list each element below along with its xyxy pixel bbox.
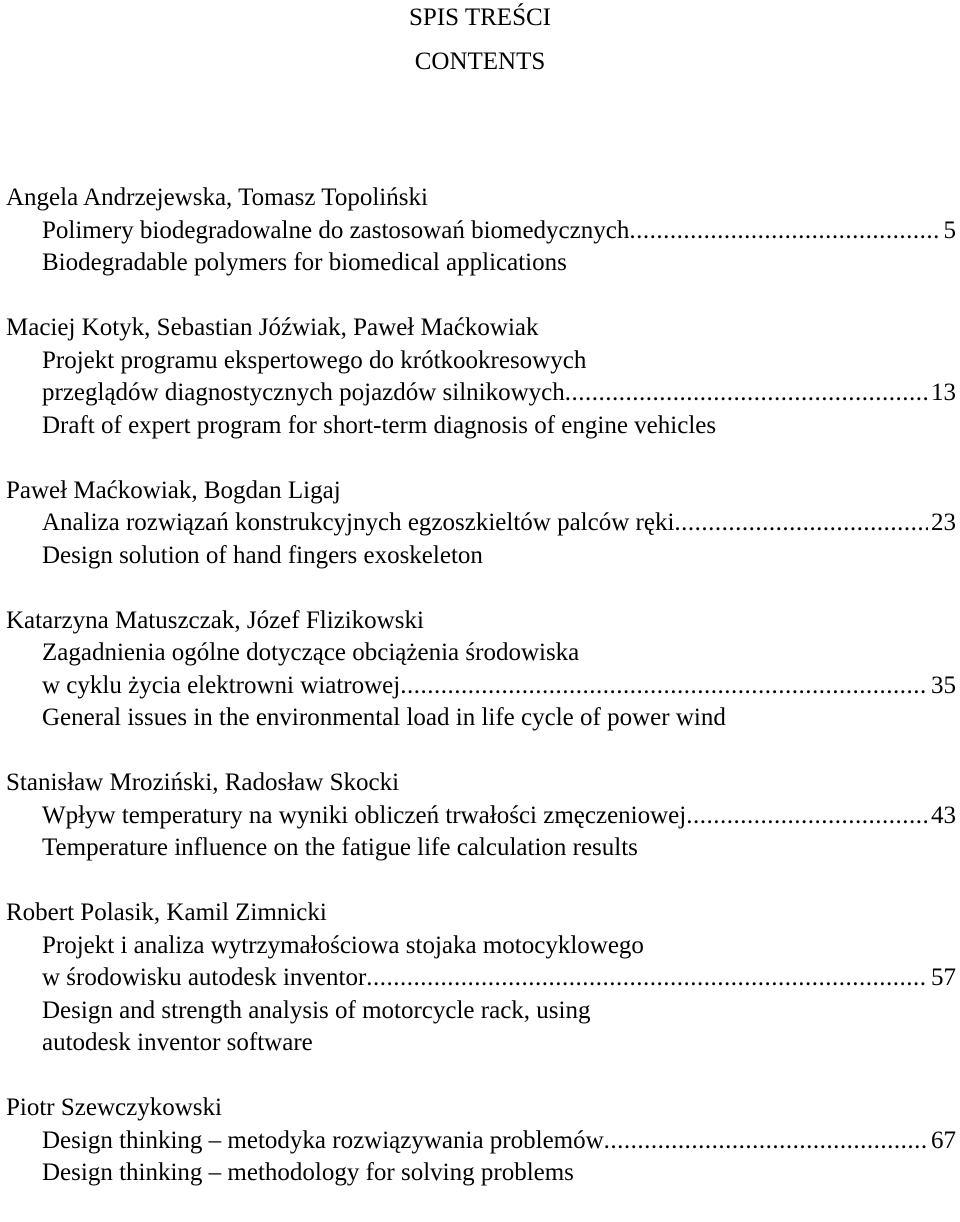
entry-title-row [6, 962, 956, 995]
page-title-polish: SPIS TREŚCI [409, 4, 551, 31]
entry-title-line: Projekt i analiza wytrzymałościowa stojaka motocyklowego [42, 931, 644, 959]
entry-authors: Paweł Maćkowiak, Bogdan Ligaj [6, 476, 341, 504]
headings [0, 1, 960, 89]
entry-authors: Maciej Kotyk, Sebastian Jóźwiak, Paweł Maćkowiak [6, 314, 539, 341]
toc-entry [6, 312, 956, 442]
entry-title-row [6, 507, 956, 540]
toc-entry [6, 475, 956, 573]
entry-english-title-line: Temperature influence on the fatigue life calculation results [42, 834, 638, 861]
toc-entry [6, 605, 956, 735]
page-title-english: CONTENTS [414, 48, 546, 75]
entry-authors: Angela Andrzejewska, Tomasz Topoliński [6, 184, 428, 211]
toc-entry [6, 1092, 956, 1190]
entry-authors: Katarzyna Matuszczak, Józef Flizikowski [6, 606, 424, 634]
entry-title-line: w środowisku autodesk inventor [42, 964, 367, 991]
dot-leader [565, 377, 928, 410]
entry-title-line: Projekt programu ekspertowego do krótkookresowych [42, 346, 587, 374]
entry-page-number: 5 [943, 216, 956, 244]
entry-english-title-line: Design and strength analysis of motorcycle rack, using [42, 996, 591, 1024]
entry-authors: Robert Polasik, Kamil Zimnicki [6, 899, 327, 926]
entry-authors: Piotr Szewczykowski [6, 1094, 222, 1121]
entry-english-title-line: autodesk inventor software [42, 1029, 313, 1056]
entry-english-title-line: General issues in the environmental load in life cycle of power wind [42, 704, 726, 731]
entry-english-title-line: Draft of expert program for short-term diagnosis of engine vehicles [42, 411, 717, 439]
entry-title-row [6, 215, 956, 248]
entry-title-line: w cyklu życia elektrowni wiatrowej [42, 671, 401, 699]
entry-authors: Stanisław Mroziński, Radosław Skocki [6, 769, 400, 796]
entry-title-row [6, 1125, 956, 1158]
entry-title-row [6, 800, 956, 833]
entry-english-title-line: Design thinking – methodology for solving problems [42, 1159, 574, 1186]
entry-title-line: Polimery biodegradowalne do zastosowań biomedycznych [42, 216, 630, 244]
dot-leader [604, 1125, 928, 1158]
entry-page-number: 67 [931, 1126, 956, 1154]
toc-entries [6, 182, 956, 1222]
dot-leader [366, 962, 928, 995]
dot-leader [629, 215, 940, 248]
dot-leader [686, 800, 928, 833]
entry-page-number: 35 [931, 671, 956, 699]
entry-title-line: przeglądów diagnostycznych pojazdów silnikowych [42, 379, 565, 406]
entry-page-number: 43 [931, 801, 956, 829]
toc-entry [6, 897, 956, 1060]
entry-title-line: Analiza rozwiązań konstrukcyjnych egzoszkieltów palców ręki [42, 509, 675, 536]
entry-title-line: Design thinking – metodyka rozwiązywania problemów [42, 1126, 604, 1154]
entry-title-line: Wpływ temperatury na wyniki obliczeń trwałości zmęczeniowej [42, 801, 687, 829]
dot-leader [400, 670, 928, 703]
entry-english-title-line: Design solution of hand fingers exoskeleton [42, 541, 483, 569]
dot-leader [674, 507, 928, 540]
entry-title-line: Zagadnienia ogólne dotyczące obciążenia środowiska [42, 639, 580, 666]
toc-entry [6, 767, 956, 865]
entry-title-row [6, 377, 956, 410]
entry-english-title-line: Biodegradable polymers for biomedical applications [42, 249, 567, 276]
toc-entry [6, 182, 956, 280]
entry-page-number: 57 [931, 964, 956, 991]
entry-page-number: 23 [931, 509, 956, 536]
entry-title-row [6, 670, 956, 703]
entry-page-number: 13 [931, 379, 956, 406]
